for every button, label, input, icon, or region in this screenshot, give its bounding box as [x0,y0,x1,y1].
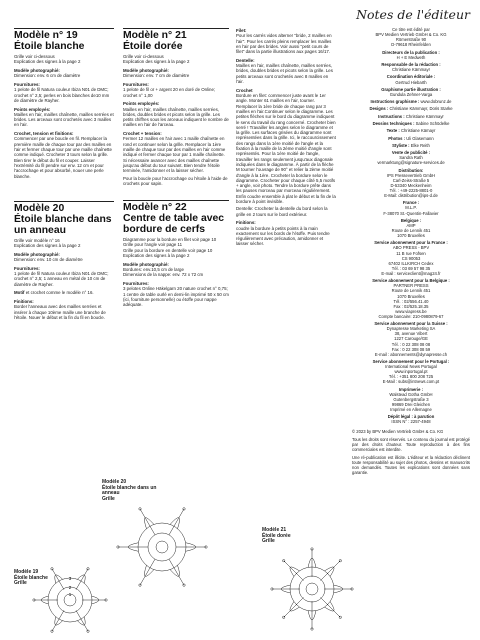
notes-block-line: Tél. : 0 22 308 08 08 [391,341,431,347]
notes-block-line: AMP [406,222,416,228]
notes-block-line: H + E Medweth [396,54,426,60]
model-19-meta-1: Grille voir ci-dessous [14,54,55,59]
model-21-work2: Pour la boucle pour l'accrochage ou l'étoile à l'aide de crochets pour sapin. [123,175,228,186]
notes-block-line: Tél. : +49-2225-8801-0 [389,187,433,193]
notes-title: Notes de l'éditeur [356,7,470,22]
notes-block-head: Texte : [386,128,400,134]
notes-block-line: Compte bancaire: 210-0980879-67 [378,313,444,319]
dentelle2-text: Dentelle: Crocheter la dentelle du bord selon la grille en 2 tours sur le bord extérieur. [236,206,328,217]
chart-picot [283,560,285,562]
model-21-meta-1: Grille voir ci-dessous [123,54,164,59]
model-20-header: Modèle 20 [14,202,65,214]
chart-picot [283,616,285,618]
dentelle-label: Dentelle: [236,57,255,63]
notes-block-head: Coordination éditoriale : [386,74,436,80]
notes-block-head: Graphisme partie illustration : [381,86,441,92]
model-21-supplies-label: Fournitures: [123,81,149,87]
model-20-motif-label: Motif [14,290,25,296]
notes-block-head: Instructions : [378,113,405,119]
notes-block-head: Service abonnement pour la France : [374,240,448,246]
notes-block-line: Fax : 02/525.18.35 [393,303,429,309]
chart-spoke [140,509,155,535]
model-22-supplies-label: Fournitures: [123,280,149,286]
notes-block-line: Uli Glasemann [406,135,434,141]
notes-block-head: Service abonnement pour la Suisse : [374,321,448,327]
model-21-points: Mailles en l'air, mailles chaînette, mailles serrées, brides, doubles brides et picots selon la grille. Les petits chiffres sous les arceaux indiquent le nombre de mailles en l'air de l'arceau. [123,106,229,128]
notes-block-line: E-Mail: distribution@ips-d.de [384,193,438,199]
model-22-header: Modèle n° 22 [123,202,187,214]
model-20-meta-2: Explication des signes à la page 2 [14,243,81,249]
notes-block-line: www.dobrunz.de [420,99,452,105]
notes-block-line: E-mail : serviceclient@mag24.fr [381,270,441,276]
model-21-header: Modèle n° 21 [123,30,187,41]
notes-block [352,168,470,199]
notes-block-head: Vente de publicité : [391,150,431,156]
notes-block-line: 1227 Carouge/GE [394,336,428,342]
notes-block-head: Distribution: [398,167,424,173]
notes-block-head: Designs : [369,106,389,112]
notes-block-line: Sabine Schödelke [415,121,450,126]
notes-block-line: Carl-Zeiss-Straße 5 [392,177,430,183]
notes-block-line: 11 B rue Fofsen [396,250,426,256]
model-22-supplies: 3 pelotes Online Häkelgarn 20 nature crochet n° 0,75; 1 centre de table ourlé en demi-lin imprimé 50 x 50 cm (ici, fourniture personnelle) ou étoffe pour nappe adéquate. [123,286,229,308]
dentelle-text: Mailles en l'air, mailles chaînette, mailles serrées, brides, doubles brides et picots selon la grille. Les petits arceaux sont crochetés avec 8 mailles en l'air. [236,63,333,85]
model-19-points: Mailles en l'air, mailles chaînette, mailles serrées et brides. Les arceaux sont crochetés avec 3 mailles en l'air. [14,111,114,128]
notes-block [352,143,470,148]
finish-text: coudre la bordure à petits points à la main exactement sur les bords de l'étoffe. Puis tendre régulièrement avec précaution, amidonner et laisser sécher. [236,225,330,247]
model-20-supplies: 1 pelote de fil Natura couleur Ibiza N01 de DMC; crochet n° 2,5; 1 anneau en métal de 10 cm de diamètre de Rayher. [14,271,109,287]
crochet-chart-21 [268,545,356,633]
notes-block [352,106,470,111]
model-19-points-label: Points employés: [14,106,51,112]
model-21-supplies: 1 pelote de fil or + argent 20 en doré de Online; crochet n° 1,00 [123,87,216,98]
model-22-photo-dim: Bordures: env.10,5 cm de large Dimensions de la nappe: env. 72 x 72 cm [123,266,204,278]
notes-block-line: ABO PRESS - BPV [392,245,430,251]
notes-block [352,27,470,47]
model-22-name: Centre de table avec bordure de cerfs [123,213,225,236]
notes-block-line: Tél. : 02/556.41.40 [393,298,429,304]
notes-block-head: Service abonnement pour le Portugal : [372,359,450,364]
notes-block-line: 1070 Bruxelles [397,293,425,299]
notes-block-line: Gertrud Hiebarth [395,79,427,85]
model-19-supplies-label: Fournitures: [14,81,40,87]
notes-block-line: Route de Lennik 451 [391,228,431,233]
notes-block-line: 67402 ILLKIRCH Cedex [388,260,434,266]
model-19-header: Modèle n° 19 [14,30,78,41]
model-19-photo-dim: Dimension: env. 6 cm de diamètre [14,73,81,79]
notes-block-line: Christiane Kämmayr [392,67,430,73]
notes-block-head: Directeurs de la publication : [382,49,440,55]
chart-spoke [169,559,184,585]
chart-picot [87,630,89,632]
column-filet-instructions [236,28,336,247]
notes-block-line: ISSN N° : 2257-4948 [391,419,431,425]
notes-block-line: Fax : 0 22 308 08 59 [391,346,431,352]
notes-block-line: M.L.P. [405,205,417,211]
notes-block-line: vermarktung@signature-services.de [377,160,445,166]
notes-block-line: Tél. : +351 800 208 725 [388,374,434,380]
notes-block-line: Imprimé en Allemagne [390,407,432,413]
chart-picot [51,630,53,632]
model-22-meta-3: Grille pour la bordure en dentelle voir page 10 [123,247,213,253]
chart-picot [339,616,341,618]
model-21-name: Étoile dorée [123,41,183,52]
copyright: © 2023 by BPV Medien Vertrieb GmbH & Co. KG [352,428,444,434]
model-19-photo-label: Modèle photographié: [14,67,60,73]
chart-spoke [320,561,340,581]
notes-block [352,50,470,60]
notes-block-line: Tél. : 03 69 57 98 35 [391,265,431,271]
notes-block-line: Route de Lennik 451 [391,288,431,294]
notes-block-line: Gundula Zehner-Varga [389,91,433,97]
notes-block-line: 1070 Bruxelles [397,233,425,239]
notes-block-head: Responsable de la rédaction : [381,62,441,68]
finish-label: Finitions: [236,220,256,226]
crochet-chart-19 [30,560,110,640]
notes-block-head: France : [402,200,420,206]
diagram-21-label: Modèle 21 Étoile dorée Grille [262,527,291,545]
notes-block-line: International News Portugal [385,364,437,370]
notes-block [352,278,470,319]
notes-block [352,99,470,104]
column-model-19-20 [14,0,114,320]
chart-spoke [284,561,304,581]
notes-block [352,74,470,84]
notes-block-line: Walstead Gotha GmbH [389,391,433,397]
model-21-points-label: Points employés: [123,101,160,107]
notes-block-head: Dessins techniques : [372,121,415,126]
diagram-19-label: Modèle 19 Étoile blanche Grille [14,569,48,587]
model-20-finish: Border l'anneaux avec des mailles serrées et insérer à chaque 10ème maille une branche de l'étoile. Nouer le début et la fin du fil en boucle. [14,304,106,320]
notes-blocks [352,27,470,424]
notes-block [352,359,470,384]
chart-picot [339,560,341,562]
notes-block-line: Römerstraße 90 [395,37,427,43]
notes-block [352,414,470,424]
notes-block-head: Photos : [388,135,406,141]
model-19-name: Étoile blanche [14,41,85,52]
notes-block-line: Dynapresse Marketing SA [386,326,436,332]
notes-block-head: Imprimerie : [399,386,423,392]
model-21-work-label: Crochet + tension: [123,131,162,137]
notes-block-line: www.inportugal.pt [394,369,428,375]
notes-block-line: Elke Reith [410,142,430,148]
model-21-work: Fermer 12 mailles en l'air avec 1 maille chaînette en rond et continuer selon la grille. Remplacer la 1ère maille de chaque tour par des mailles en l'air comme indiqué et fermer chaque tour par 1 maille chaînette. Si nécessaire avancer avec des mailles chaînette jusqu'au début du tour suivant. Bien tendre l'étoile terminée, l'amidonner et la laisser sécher. [123,136,226,174]
model-20-finish-label: Finitions: [14,299,34,305]
notes-block-line: CS 90053 [401,255,421,261]
model-20-meta-1: Grille voir modèle n° 16 [14,237,60,243]
notes-block-line: E-mail : abonnements@dynapresse.ch [374,351,448,357]
legal-text-2: Une ré-publication est illicite. L'éditeur et la rédaction déclinent toute responsabilité au sujet des photos, dessins et manuscrits non demandés. Toutes les explications sont données sans garantie. [352,454,470,476]
notes-block-head: Belgique : [400,217,422,223]
notes-block-head: Dépôt légal : à parution [387,414,435,420]
row-number-3: 3 [68,576,72,581]
filet-text: Pour les carrés vides alterner "bride, 2 mailles en l'air". Pour les carrés pleins remplacer les mailles en l'air par des brides. Voir aussi "petit cours de filet" dans la partie illustrations aux pages 16/17. [236,33,332,55]
model-20-photo-label: Modèle photographié: [14,251,60,257]
notes-block-line: D-79618 Rheinfelden [391,42,431,48]
notes-block-line: Ce titre est édité par [392,27,430,33]
notes-block-line: BPV Medien Vertrieb GmbH & Co. KG [375,32,447,38]
notes-block [352,150,470,165]
diagram-20-label: Modèle 20 Étoile blanche dans un anneau Grille [102,479,157,502]
editor-notes [352,0,470,475]
filet-label: Filet: [236,28,247,33]
notes-block [352,87,470,97]
notes-block-line: D-53340 Meckenheim [390,182,432,188]
notes-block [352,321,470,357]
notes-block-line: 99869 Drei Gleichen [391,401,431,407]
model-22-photo-label: Modèle photographié: [123,261,169,267]
model-19-supplies: 1 pelote de fil Natura couleur Ibiza N01 de DMC; crochet n° 2,5; perles en bois blanches de10 mm de diamètre de Rayher. [14,87,110,103]
notes-block [352,121,470,126]
model-19-work-label: Crochet, tension et finitions: [14,131,74,137]
model-21-photo-label: Modèle photographié: [123,67,169,73]
notes-block-line: PARTNER PRESS [393,283,429,289]
notes-block-head: Service abonnement pour la Belgique : [372,278,450,284]
chart-spoke [169,509,184,535]
notes-block-line: www.viapress.be [395,308,427,314]
chart-spoke [140,559,155,585]
notes-block [352,128,470,133]
notes-block [352,240,470,276]
notes-block-line: Christiane Kämmayr, Doris Starke [389,106,453,112]
notes-block-line: Christiane Kämmayr [405,113,444,119]
crochet-text: Bordure en filet: commencer juste avant le 1er angle. Monter 61 mailles en l'air, tourner. Remplacer la 1ère bride de chaque rang par 3 mailles en l'air.Continuer selon le diagramme. Les petites flèches sur le bord du diagramme indiquent le sens du travail du rang concerné. Crocheter bien serré ! Travailler les angles selon le diagramme et la grille. Les surfaces grisées du diagramme sont représentées dans la grille. Ici, le raccourcissement des rangs dans la 1ère moitié de l'angle et la fixation à la maille de la 2ème moitié d'angle sont représentés. Pour la 1ère moitié de l'angle, travailler les rangs seulement jusqu'aux diagonale indiquées dans le diagramme. À partir de la flèche M tourner l'ouvrage de 90° et relier la 2ème moitié d'angle à la 1ère. Crocheter la bordure selon le diagramme. Crocheter pour chaque côté 5,5 motifs + angle, voir photo. Tendre la bordure prête dans les pauses morceau par morceau régulièrement. Enfin coudre ensemble à plat le début et la fin de la bordure à point invisible. [236,93,336,204]
row-number-1: 1 [68,592,72,597]
notes-block-line: F-38070 St.-Quentin-Fallavier [383,210,439,216]
notes-block-line: 38, avenue Vibert [394,331,428,337]
notes-block [352,218,470,238]
notes-block [352,200,470,215]
notes-block [352,62,470,72]
crochet-label: Crochet [236,87,253,93]
legal-text-1: Tous les droits sont réservés. Le contenu du journal est protégé par des droits d'auteur. Toute reproduction à des fins commerciales est interdite. [352,436,470,452]
notes-block-head: Styliste : [392,142,410,148]
model-20-name: Étoile blanche dans un anneau [14,213,112,236]
notes-block-head: Instructions graphisme : [370,99,420,105]
model-20-motif: et crochet comme le modèle n° 16. [25,290,94,296]
model-20-photo-dim: Dimension: env. 10 cm de diamètre [14,257,83,263]
model-21-photo-dim: Dimension: env. 7 cm de diamètre [123,73,190,79]
model-19-work: Commencer par une boucle en fil. Remplacer la première maille de chaque tour par des mailles en l'air et fermer chaque tour par une maille chaînette comme indiqué. Crocheter 3 tours selon la grille. Bien tirer le début du fil et couper. Laisser l'extrémité du fil pendre sur env. 12 cm et pour l'accrochage et pour absorbé, nouer une perle blanche. [14,136,112,179]
notes-block-line: Gutenbergstraße 3 [393,396,429,402]
model-19-meta-2: Explication des signes à la page 2 [14,59,81,65]
model-22-meta-2: Grille pour l'angle voir page 11 [123,242,183,248]
model-20-supplies-label: Fournitures: [14,265,40,271]
notes-block-line: Sandra Rath [399,155,423,161]
notes-block-line: E-Mail : subs@intnews.com.pt [382,379,440,385]
notes-block-line: Christiane Kämayr [400,128,436,134]
notes-block [352,114,470,119]
column-model-21-22 [123,0,229,307]
notes-block [352,387,470,412]
row-number-2: 2 [68,585,72,590]
notes-block [352,136,470,141]
chart-spoke [320,597,340,617]
crochet-chart-20 [115,500,210,595]
notes-block-line: IPS Pressevertrieb GmbH [386,172,436,178]
model-22-meta-1: Diagramme pour la bordure en filet voir page 10 [123,237,217,243]
model-21-meta-2: Explication des signes à la page 2 [123,59,190,65]
model-22-meta-4: Explication des signes à la page 2 [123,252,190,258]
chart-spoke [284,597,304,617]
